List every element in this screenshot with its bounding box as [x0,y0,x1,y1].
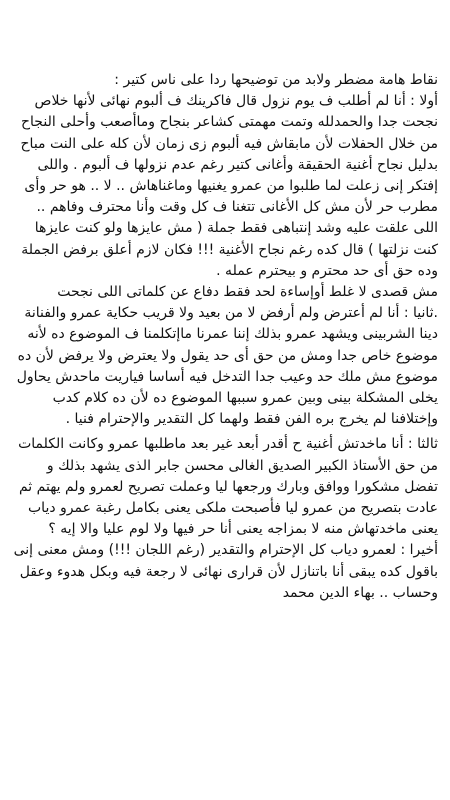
point-two-paragraph: .ثانيا : أنا لم أعترض ولم أرفض لا من بعيد ولا قريب حكاية عمرو والفنانة دينا الشربينى ويشهد عمرو بذلك إننا عمرنا ماإتكلمنا ف الموضوع ده لأنه موضوع خاص جدا ومش من حق أى حد يقول ولا يعترض ولا يرفض لأن ده موضوع مش ملك حد وعيب جدا التدخل فيه أساسا فياريت ماحدش يحاول يخلى المشكلة بينى وبين عمرو سببها الموضوع ده لأن ده كلام كدب وإختلافنا لم يخرج بره الفن فقط ولهما كل التقدير والإحترام فنيا . [16,305,438,428]
point-four-paragraph: أخيرا : لعمرو دياب كل الإحترام والتقدير (رغم اللجان !!!) ومش معنى إنى باقول كده يبقى أنا باتنازل لأن قرارى نهائى لا رجعة فيه وبكل هدوء وعقل وحساب .. بهاء الدين محمد [13,542,438,601]
point-three-paragraph: ثالثا : أنا ماخدتش أغنية ح أقدر أبعد غير بعد ماطلبها عمرو وكانت الكلمات من حق الأستاذ الكبير الصديق الغالى محسن جابر الذى يشهد بذلك و تفضل مشكورا ووافق وبارك ورجعها ليا وعملت تصريح لعمرو ولم يهتم ثم عادت بتصريح من عمرو ليا فأصبحت ملكى يعنى بكامل رغبة عمرو دياب يعنى ماخدتهاش منه لا بمزاجه يعنى أنا حر فيها ولا لوم عليا والا إيه ؟ [18,436,438,538]
point-one-note-paragraph: مش قصدى لا غلط أوإساءة لحد فقط دفاع عن كلماتى اللى نجحت [57,284,438,301]
point-one-paragraph: أولا : أنا لم أطلب ف يوم نزول قال فاكرينك ف ألبوم نهائى لأنها خلاص نجحت جدا والحمدلله وتمت مهمتى كشاعر بنجاح وماأصعب وأحلى النجاح من خلال الحفلات لأن مابقاش فيه ألبوم زى زمان لأن كله على النت مباح بدليل نجاح أغنية الحقيقة وأغانى كتير رغم عدم نزولها ف ألبوم . واللى إفتكر إنى زعلت لما طلبوا من عمرو يغنيها وماغناهاش .. لا .. هو حر وأى مطرب حر لأن مش كل الأغانى تتغنا ف كل وقت وأنا محترف وفاهم .. اللى علقت عليه وشد إنتباهى فقط جملة ( مش عايزها ولو كنت عايزها كنت نزلتها ) قال كده رغم نجاح الأغنية !!! فكان لازم أعلق برفض الجملة وده حق أى حد محترم و بيحترم عمله . [20,93,438,279]
post-text-body [10,70,438,604]
intro-paragraph: نقاط هامة مضطر ولابد من توضيحها ردا على ناس كتير : [114,72,438,88]
